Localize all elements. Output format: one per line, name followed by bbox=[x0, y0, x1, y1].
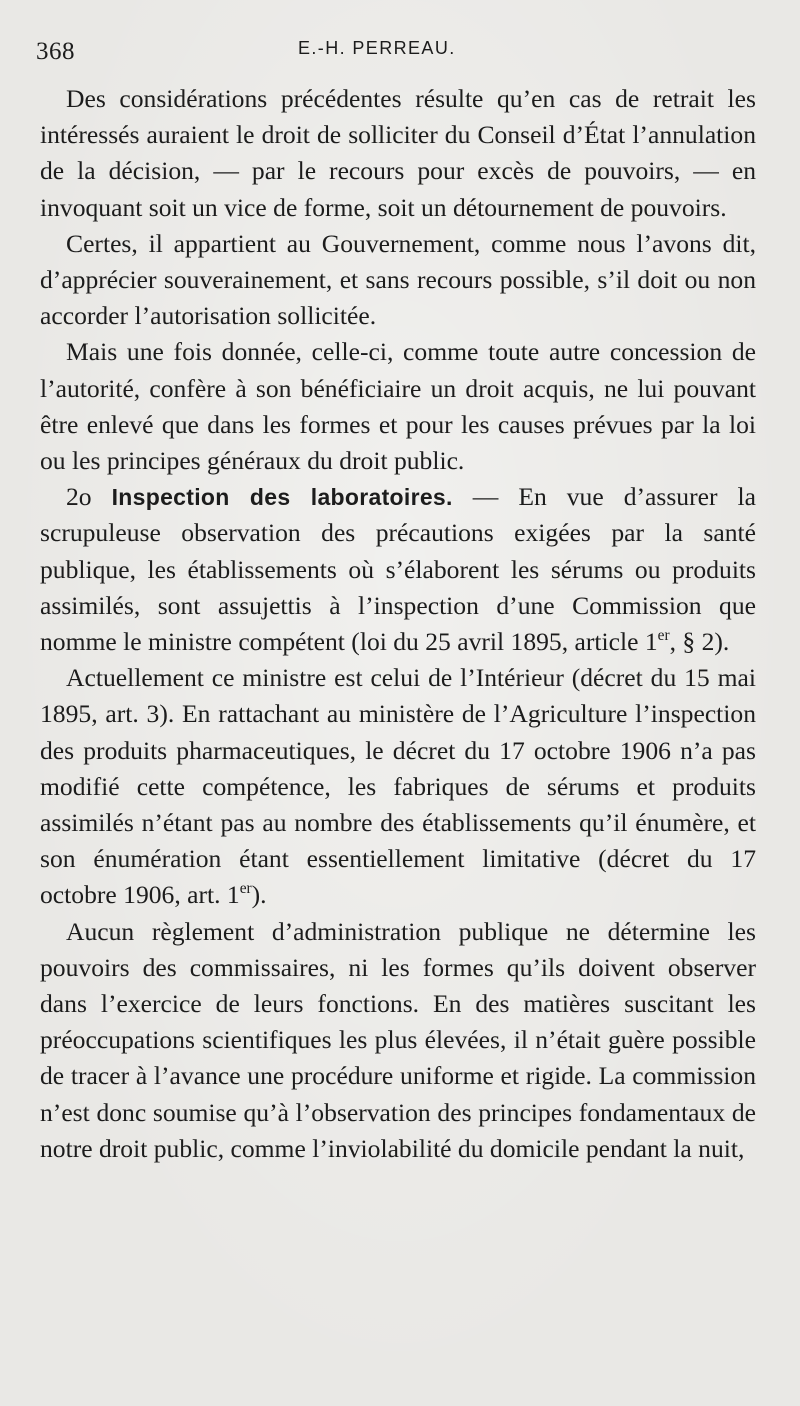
paragraph-text: ). bbox=[251, 880, 267, 910]
body-text bbox=[40, 81, 756, 1167]
page-header bbox=[36, 34, 760, 74]
paragraph: Certes, il appartient au Gouvernement, comme nous l’avons dit, d’apprécier souverainement, et sans recours possible, s’il doit ou non accorder l’autorisation sollicitée. bbox=[40, 228, 756, 331]
section-number: 2o bbox=[66, 482, 92, 512]
superscript: er bbox=[239, 880, 252, 898]
superscript: er bbox=[657, 627, 670, 645]
running-head: E.-H. PERREAU. bbox=[298, 38, 456, 58]
paragraph bbox=[40, 660, 756, 913]
paragraph: Des considérations précédentes résulte qu’en cas de retrait les intéressés auraient le droit de solliciter du Conseil d’État l’annulation de la décision, — par le recours pour excès de pouvoirs, — en invoquant soit un vice de forme, soit un détournement de pouvoirs. bbox=[40, 84, 756, 222]
paragraph-text: Actuellement ce ministre est celui de l’Intérieur (décret du 15 mai 1895, art. 3). En rattachant au ministère de l’Agriculture l’inspection des produits pharmaceutiques, le décret du 17 octobre 1906 n’a pas modifié cette compétence, les fabriques de sérums et produits assimilés n’étant pas au nombre des établissements qu’il énumère, et son énumération étant essentiellement limitative (décret du 17 octobre 1906, art. 1 bbox=[40, 663, 756, 910]
paragraph-text: , § 2). bbox=[669, 627, 730, 657]
paragraph-text: — En vue d’assurer la scrupuleuse observation des précautions exigées par la santé publique, les établissements où s’élaborent les sérums ou produits assimilés, sont assujettis à l’inspection d’une Commission que nomme le ministre compétent (loi du 25 avril 1895, article 1 bbox=[40, 482, 756, 657]
paragraph-section-inspection bbox=[40, 479, 756, 660]
page-number: 368 bbox=[36, 38, 75, 65]
paragraph: Aucun règlement d’administration publique ne détermine les pouvoirs des commissaires, ni les formes qu’ils doivent observer dans l’exercice de leurs fonctions. En des matières suscitant les préoccupations scientifiques les plus élevées, il n’était guère possible de tracer à l’avance une procédure uniforme et rigide. La commission n’est donc soumise qu’à l’observation des principes fondamentaux de notre droit public, comme l’inviolabilité du domicile pendant la nuit, bbox=[40, 916, 756, 1163]
paragraph: Mais une fois donnée, celle-ci, comme toute autre concession de l’autorité, confère à son bénéficiaire un droit acquis, ne lui pouvant être enlevé que dans les formes et pour les causes prévues par la loi ou les principes généraux du droit public. bbox=[40, 337, 756, 476]
section-title: Inspection des laboratoires. bbox=[111, 484, 453, 511]
